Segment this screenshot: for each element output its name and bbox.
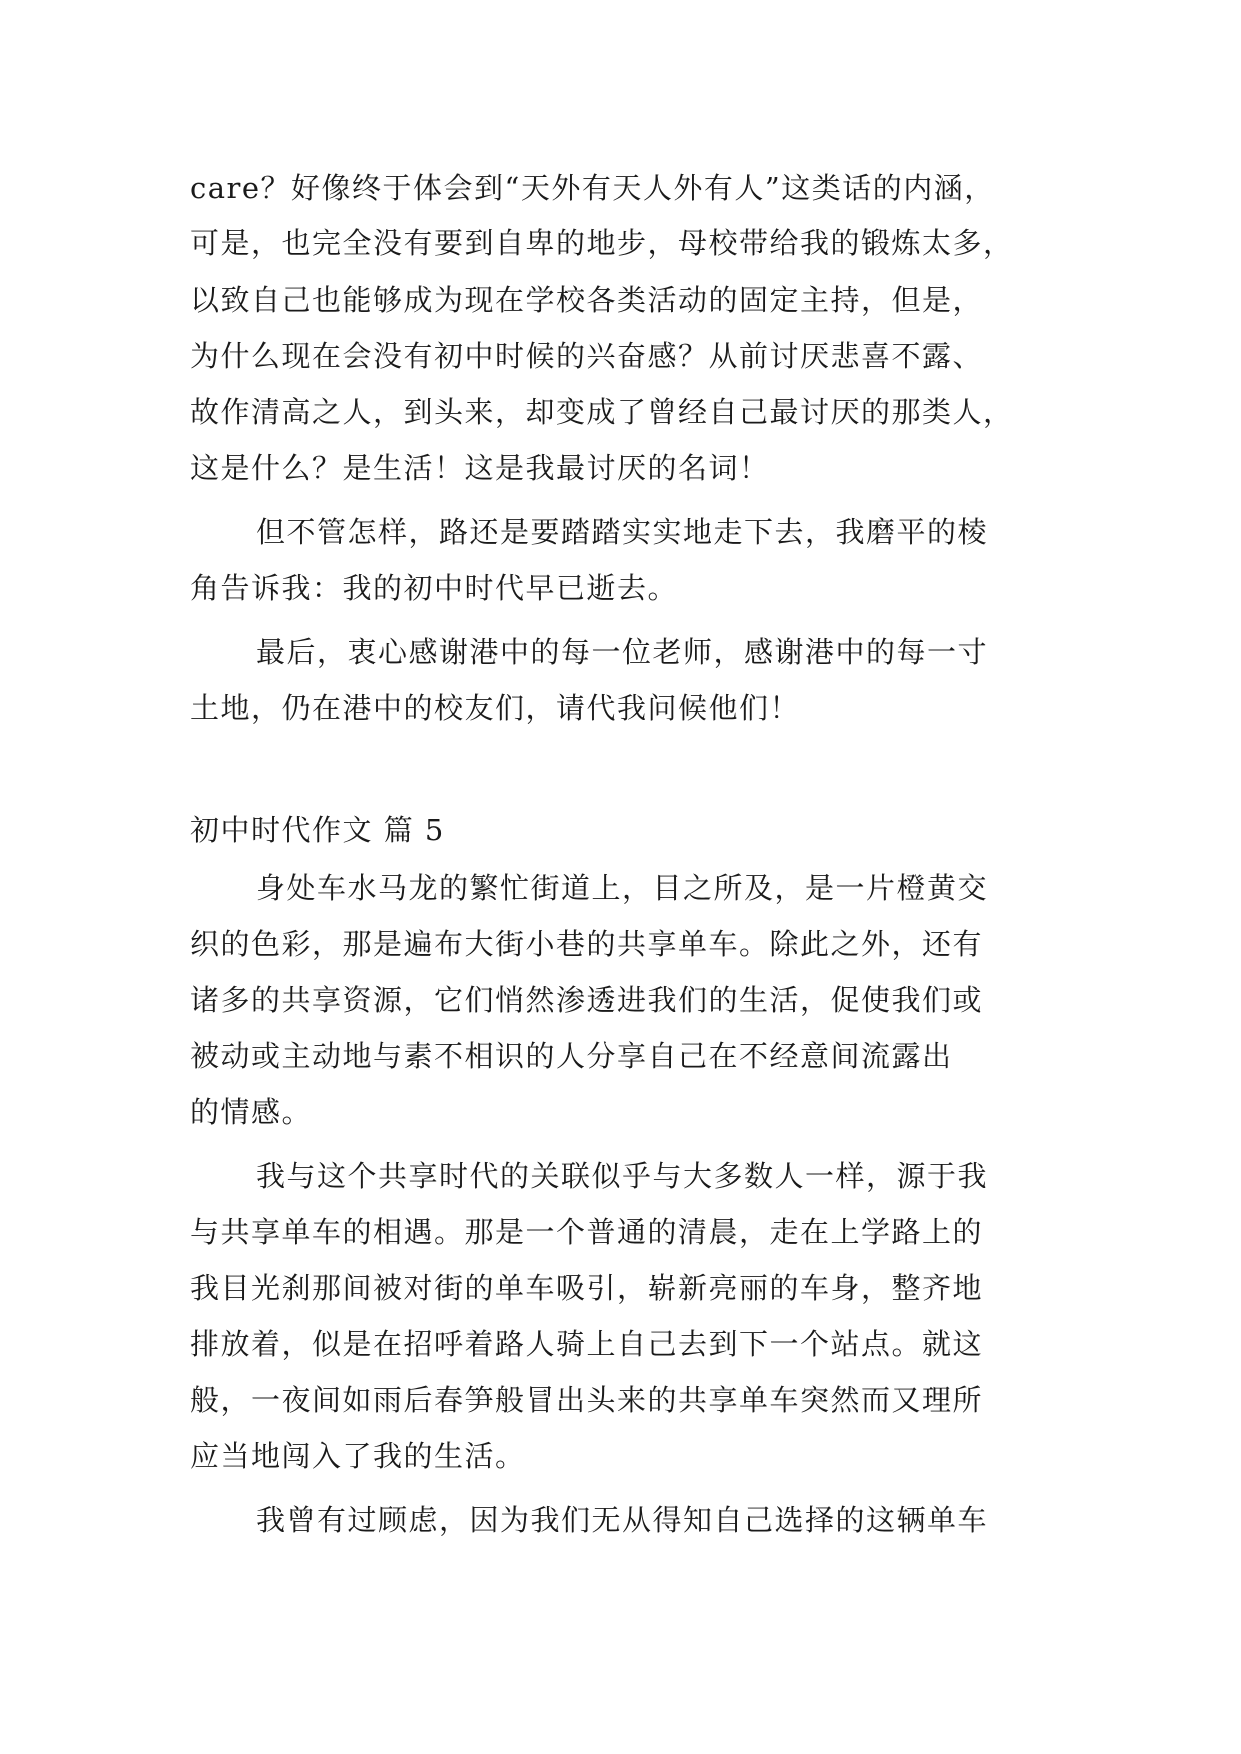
text-line: 诸多的共享资源，它们悄然渗透进我们的生活，促使我们或 xyxy=(190,983,984,1017)
text-line: 故作清高之人，到头来，却变成了曾经自己最讨厌的那类人， xyxy=(190,395,1014,429)
text-line: 与共享单车的相遇。那是一个普通的清晨，走在上学路上的 xyxy=(190,1215,984,1249)
text-line: 可是，也完全没有要到自卑的地步，母校带给我的锻炼太多， xyxy=(190,226,1014,260)
text-line: 排放着，似是在招呼着路人骑上自己去到下一个站点。就这 xyxy=(190,1327,984,1361)
paragraph-start: 我与这个共享时代的关联似乎与大多数人一样，源于我 xyxy=(256,1159,989,1193)
paragraph-start: 我曾有过顾虑，因为我们无从得知自己选择的这辆单车 xyxy=(256,1503,989,1537)
text-line: 土地，仍在港中的校友们，请代我问候他们！ xyxy=(190,691,801,725)
text-line: 角告诉我：我的初中时代早已逝去。 xyxy=(190,571,679,605)
paragraph-start: 最后，衷心感谢港中的每一位老师，感谢港中的每一寸 xyxy=(256,635,989,669)
text-line: 这是什么？是生活！这是我最讨厌的名词！ xyxy=(190,451,770,485)
text-line: 般，一夜间如雨后春笋般冒出头来的共享单车突然而又理所 xyxy=(190,1383,984,1417)
paragraph-start: 身处车水马龙的繁忙街道上，目之所及，是一片橙黄交 xyxy=(256,871,989,905)
text-line: 应当地闯入了我的生活。 xyxy=(190,1439,526,1473)
text-line: 被动或主动地与素不相识的人分享自己在不经意间流露出 xyxy=(190,1039,953,1073)
text-line: 织的色彩，那是遍布大街小巷的共享单车。除此之外，还有 xyxy=(190,927,984,961)
text-line: 以致自己也能够成为现在学校各类活动的固定主持，但是， xyxy=(190,283,984,317)
section-heading: 初中时代作文 篇 5 xyxy=(190,813,445,847)
text-line: care？好像终于体会到“天外有天人外有人”这类话的内涵， xyxy=(190,171,995,205)
text-line: 我目光刹那间被对街的单车吸引，崭新亮丽的车身，整齐地 xyxy=(190,1271,984,1305)
text-line: 为什么现在会没有初中时候的兴奋感？从前讨厌悲喜不露、 xyxy=(190,339,984,373)
text-line: 的情感。 xyxy=(190,1095,313,1129)
paragraph-start: 但不管怎样，路还是要踏踏实实地走下去，我磨平的棱 xyxy=(256,515,989,549)
